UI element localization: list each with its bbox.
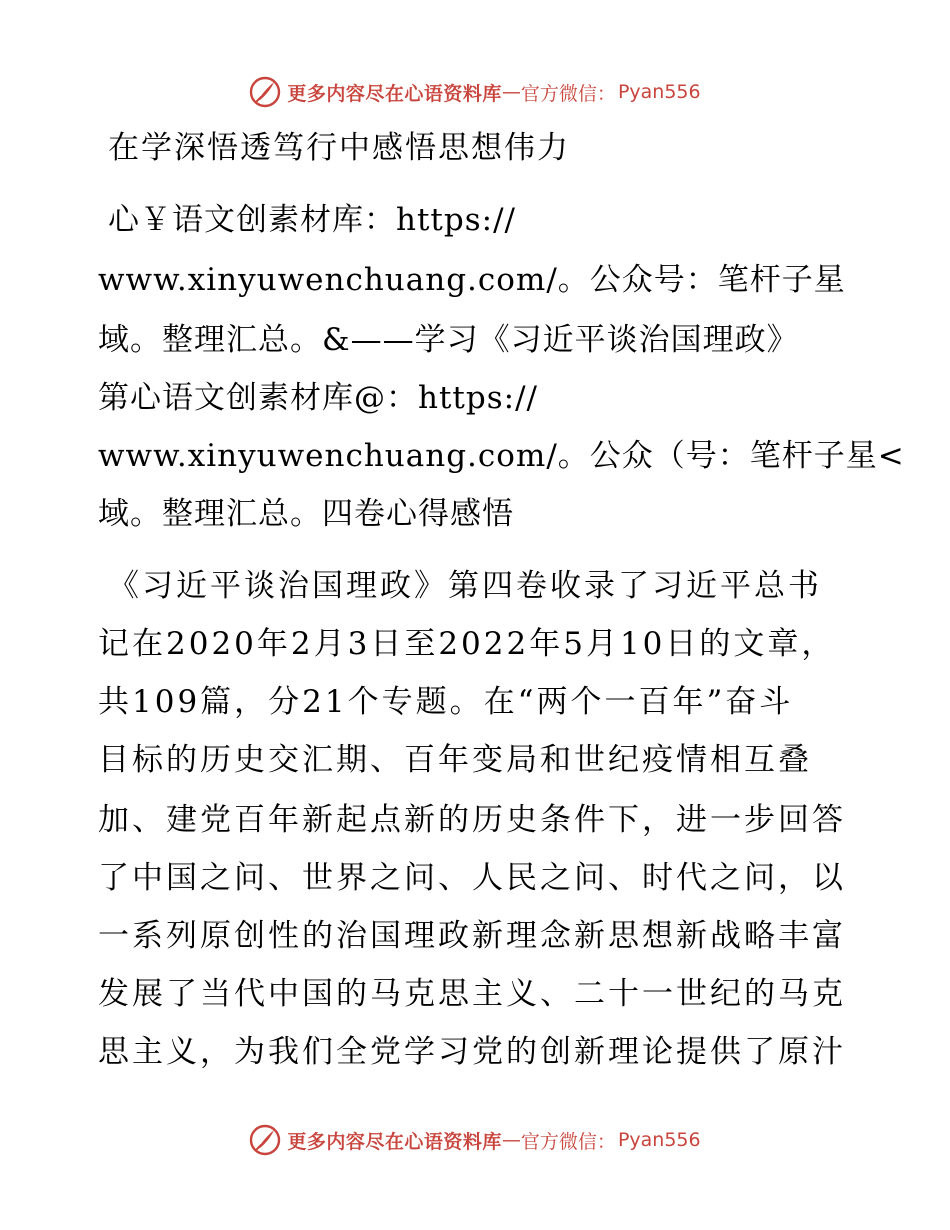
intro-line-5: www.xinyuwenchuang.com/。公众（号：笔杆子星<	[98, 438, 905, 474]
quill-seal-icon	[249, 76, 281, 108]
body-line-4: 目标的历史交汇期、百年变局和世纪疫情相互叠	[98, 742, 812, 778]
quill-seal-icon	[249, 1124, 281, 1156]
intro-line-3: 域。整理汇总。&——学习《习近平谈治国理政》	[98, 322, 799, 358]
intro-line-2: www.xinyuwenchuang.com/。公众号：笔杆子星	[98, 262, 846, 298]
banner-main-text: 更多内容尽在心语资料库	[287, 82, 502, 105]
body-line-5: 加、建党百年新起点新的历史条件下，进一步回答	[98, 802, 846, 838]
footer-banner	[0, 1118, 950, 1162]
banner-wechat-label: 官方微信：	[520, 82, 616, 105]
body-line-1: 《习近平谈治国理政》第四卷收录了习近平总书	[108, 568, 822, 604]
intro-line-1: 心￥语文创素材库：https://	[108, 202, 516, 238]
banner-wechat-id: Pyan556	[617, 1129, 701, 1151]
header-banner	[0, 70, 950, 114]
body-line-6: 了中国之问、世界之问、人民之问、时代之问，以	[98, 860, 846, 896]
body-line-2: 记在2020年2月3日至2022年5月10日的文章，	[98, 626, 836, 662]
banner-wechat-id: Pyan556	[617, 81, 701, 103]
body-line-7: 一系列原创性的治国理政新理念新思想新战略丰富	[98, 918, 846, 954]
intro-line-6: 域。整理汇总。四卷心得感悟	[98, 496, 514, 532]
body-line-8: 发展了当代中国的马克思主义、二十一世纪的马克	[98, 976, 846, 1012]
intro-line-4: 第心语文创素材库@：https://	[98, 380, 538, 416]
banner-wechat-label: 官方微信：	[520, 1130, 616, 1153]
banner-separator: —	[501, 81, 521, 103]
body-line-9: 思主义，为我们全党学习党的创新理论提供了原汁	[98, 1034, 846, 1070]
body-line-3: 共109篇，分21个专题。在“两个一百年”奋斗	[98, 684, 794, 720]
banner-separator: —	[501, 1129, 521, 1151]
banner-main-text: 更多内容尽在心语资料库	[287, 1130, 502, 1153]
document-title: 在学深悟透笃行中感悟思想伟力	[108, 130, 570, 166]
